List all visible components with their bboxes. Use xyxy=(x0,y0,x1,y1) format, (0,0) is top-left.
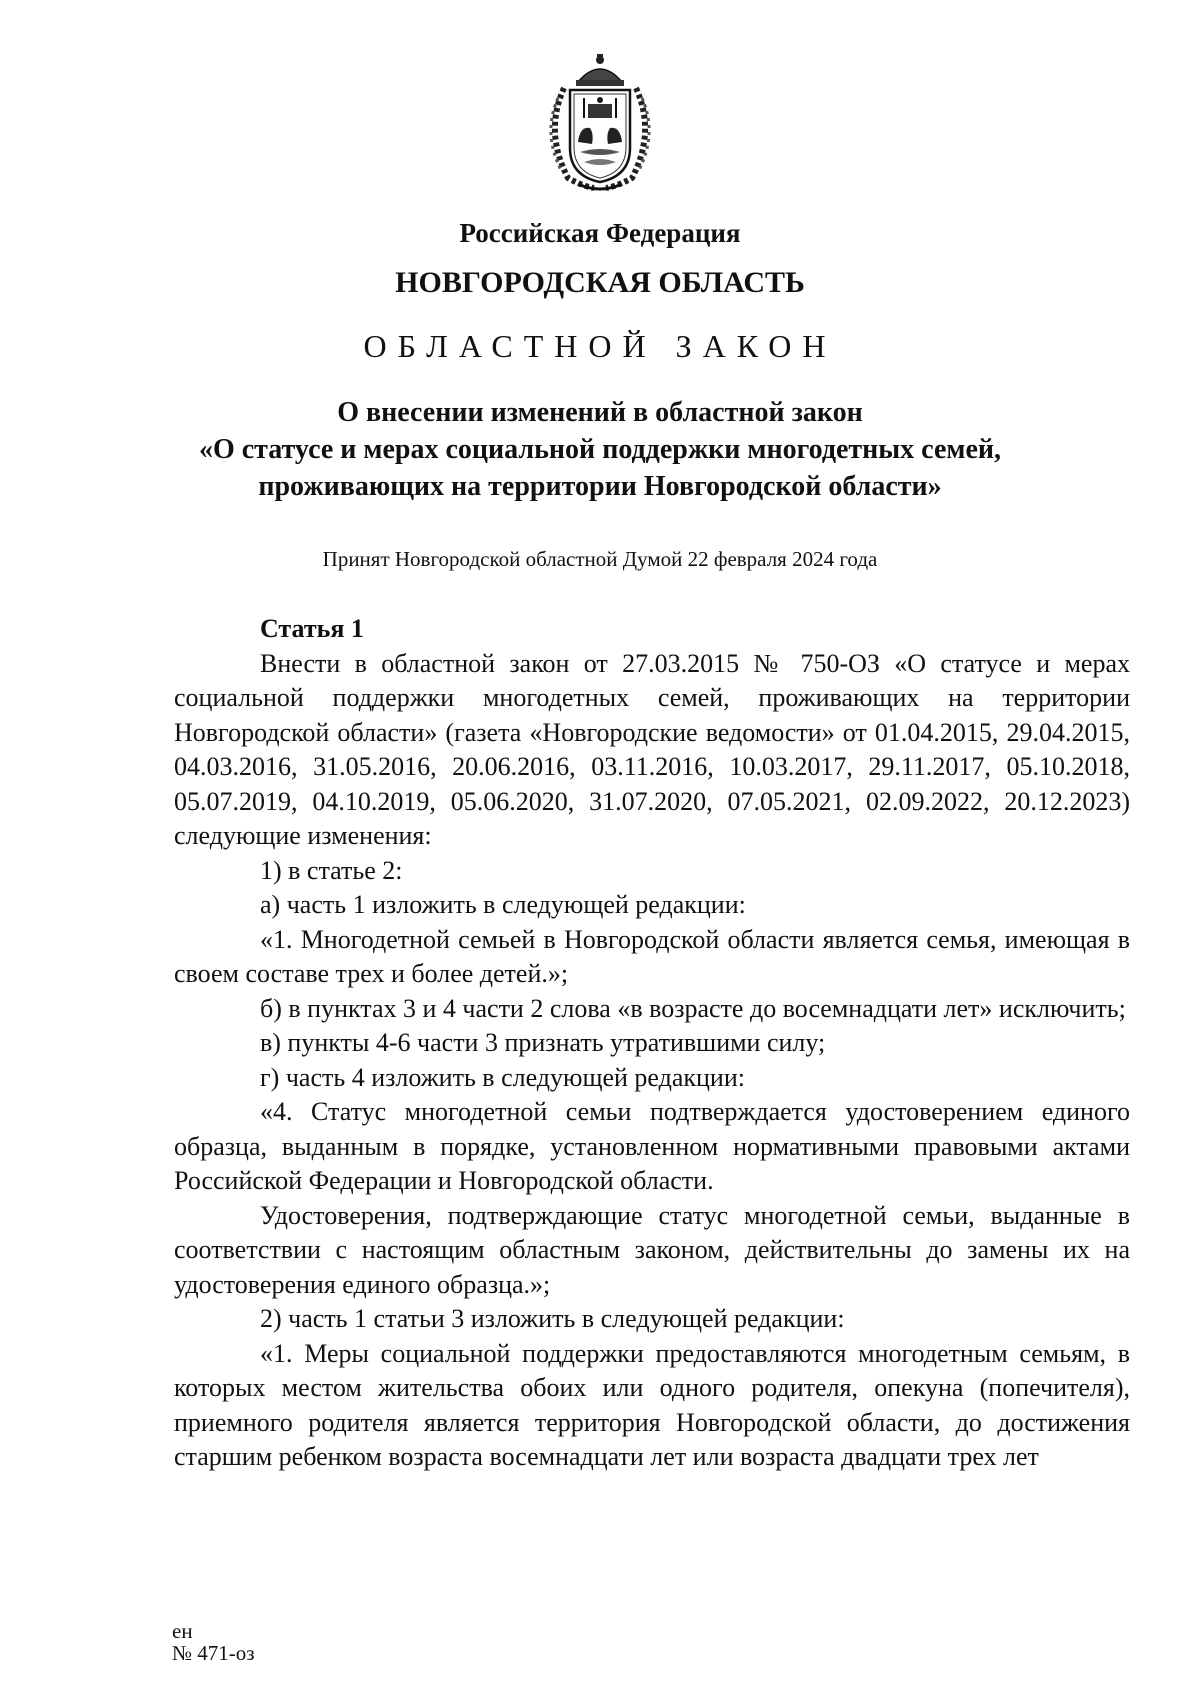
document-footer xyxy=(172,1620,255,1664)
article-paragraph: б) в пунктах 3 и 4 части 2 слова «в возрасте до восемнадцати лет» исключить; xyxy=(260,993,1126,1023)
article-paragraph: в) пункты 4-6 части 3 признать утратившими силу; xyxy=(260,1028,826,1057)
article-body xyxy=(174,612,1130,1475)
law-title-line: проживающих на территории Новгородской области» xyxy=(258,471,942,502)
law-title-line: «О статусе и мерах социальной поддержки многодетных семей, xyxy=(198,434,1002,465)
country-name: Российская Федерация xyxy=(459,218,741,248)
law-title xyxy=(130,394,1070,505)
article-paragraph: «4. Статус многодетной семьи подтверждается удостоверением единого образца, выданным в порядке, установленном нормативными правовыми актами Российской Федерации и Новгородской области. xyxy=(174,1097,1130,1195)
law-type: ОБЛАСТНОЙ ЗАКОН xyxy=(363,328,837,364)
law-number: № 471-оз xyxy=(172,1641,255,1665)
executor-initials: ен xyxy=(172,1619,193,1643)
law-title-line: О внесении изменений в областной закон xyxy=(337,397,863,428)
article-paragraph: а) часть 1 изложить в следующей редакции: xyxy=(260,890,746,919)
article-paragraph: 2) часть 1 статьи 3 изложить в следующей редакции: xyxy=(260,1304,845,1333)
article-paragraph: г) часть 4 изложить в следующей редакции: xyxy=(260,1062,745,1092)
article-paragraph: Удостоверения, подтверждающие статус многодетной семьи, выданные в соответствии с настоящим областным законом, действительны до замены их на удостоверения единого образца.»; xyxy=(174,1200,1130,1299)
article-paragraph: «1. Меры социальной поддержки предоставляются многодетным семьям, в которых местом жительства обоих или одного родителя, опекуна (попечителя), приемного родителя является территория Новгородской области, до достижения старшим ребенком возраста восемнадцати лет или возраста двадцати трех лет xyxy=(174,1338,1130,1471)
article-heading: Статья 1 xyxy=(260,614,364,643)
article-paragraph: Внести в областной закон от 27.03.2015 № 750-ОЗ «О статусе и мерах социальной поддержки многодетных семей, проживающих на территории Новгородской области» (газета «Новгородские ведомости» от 01.04.2015, 29.04.2015, 04.03.2016, 31.05.2016, 20.06.2016, 03.11.2016, 10.03.2017, 29.11.2017, 05.10.2018, 05.07.2019, 04.10.2019, 05.06.2020, 31.07.2020, 07.05.2021, 02.09.2022, 20.12.2023) следующие изменения: xyxy=(174,648,1130,850)
article-paragraph: 1) в статье 2: xyxy=(260,855,403,885)
region-name: НОВГОРОДСКАЯ ОБЛАСТЬ xyxy=(395,266,805,299)
adoption-note: Принят Новгородской областной Думой 22 февраля 2024 года xyxy=(322,547,878,571)
article-paragraph: «1. Многодетной семьей в Новгородской области является семья, имеющая в своем составе трех и более детей.»; xyxy=(174,924,1130,988)
coat-of-arms-icon xyxy=(534,52,666,194)
